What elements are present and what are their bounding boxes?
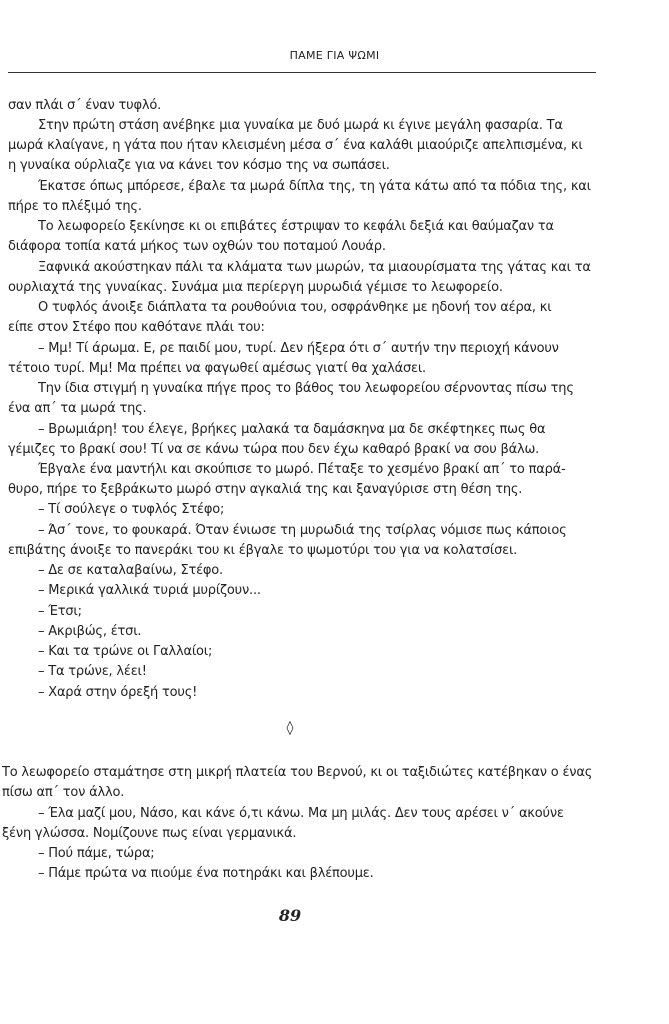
- text-line: – Έτσι;: [38, 604, 82, 619]
- text-line: Το λεωφορείο ξεκίνησε κι οι επιβάτες έστριψαν το κεφάλι δεξιά και θαύμαζαν τα: [38, 219, 554, 234]
- text-line: – Χαρά στην όρεξή τους!: [38, 685, 198, 700]
- text-line: γέμιζες το βρακί σου! Τί να σε κάνω τώρα που δεν έχω καθαρό βρακί να σου βάλω.: [8, 442, 540, 457]
- text-line: – Δε σε καταλαβαίνω, Στέφο.: [38, 563, 223, 578]
- text-line: πήρε το πλέξιμό της.: [8, 199, 142, 214]
- text-line: ξένη γλώσσα. Νομίζουνε πως είναι γερμανικά.: [2, 826, 297, 841]
- text-line: – Ακριβώς, έτσι.: [38, 624, 142, 639]
- text-line: Έβγαλε ένα μαντήλι και σκούπισε το μωρό. Πέταξε το χεσμένο βρακί απ΄ το παρά-: [38, 462, 566, 477]
- text-line: – Άσ΄ τονε, το φουκαρά. Όταν ένιωσε τη μυρωδιά της τσίρλας νόμισε πως κάποιος: [38, 523, 567, 538]
- text-line: ουρλιαχτά της γυναίκας. Συνάμα μια περίεργη μυρωδιά γέμισε το λεωφορείο.: [8, 280, 503, 295]
- text-line: – Πάμε πρώτα να πιούμε ένα ποτηράκι και βλέπουμε.: [38, 866, 374, 881]
- text-line: – Τί σούλεγε ο τυφλός Στέφο;: [38, 502, 225, 517]
- text-line: – Βρωμιάρη! του έλεγε, βρήκες μαλακά τα δαμάσκηνα μα δε σκέφτηκες πως θα: [38, 422, 546, 437]
- text-line: – Τα τρώνε, λέει!: [38, 664, 147, 679]
- text-line: σαν πλάι σ΄ έναν τυφλό.: [8, 98, 162, 113]
- section-break-ornament: ◊: [286, 720, 294, 736]
- text-line: είπε στον Στέφο που καθότανε πλάι του:: [8, 320, 265, 335]
- text-line: Την ίδια στιγμή η γυναίκα πήγε προς το βάθος του λεωφορείου σέρνοντας πίσω της: [38, 381, 574, 396]
- text-line: θυρο, πήρε το ξεβράκωτο μωρό στην αγκαλιά της και ξαναγύρισε στη θέση της.: [8, 482, 523, 497]
- text-line: επιβάτης άνοιξε το πανεράκι του κι έβγαλε το ψωμοτύρι του για να κολατσίσει.: [8, 543, 518, 558]
- header-rule: [8, 72, 596, 73]
- text-line: ένα απ΄ τα μωρά της.: [8, 401, 147, 416]
- running-head: ΠΑΜΕ ΓΙΑ ΨΩΜΙ: [289, 49, 380, 62]
- text-line: διάφορα τοπία κατά μήκος των οχθών του ποταμού Λουάρ.: [8, 239, 386, 254]
- text-line: μωρά κλαίγανε, η γάτα που ήταν κλεισμένη μέσα σ΄ ένα καλάθι μιαούριζε απελπισμένα, κι: [8, 138, 583, 153]
- text-line: Ο τυφλός άνοιξε διάπλατα τα ρουθούνια του, οσφράνθηκε με ηδονή τον αέρα, κι: [38, 300, 552, 315]
- text-line: – Πού πάμε, τώρα;: [38, 846, 155, 861]
- text-line: – Και τα τρώνε οι Γαλλαίοι;: [38, 644, 213, 659]
- text-line: – Μερικά γαλλικά τυριά μυρίζουν...: [38, 583, 261, 598]
- text-line: Ξαφνικά ακούστηκαν πάλι τα κλάματα των μωρών, τα μιαουρίσματα της γάτας και τα: [38, 260, 591, 275]
- text-line: η γυναίκα ούρλιαζε για να κάνει τον κόσμο της να σωπάσει.: [8, 158, 390, 173]
- text-line: – Έλα μαζί μου, Νάσο, και κάνε ό,τι κάνω. Μα μη μιλάς. Δεν τους αρέσει ν΄ ακούνε: [38, 806, 564, 821]
- page-number: 89: [278, 906, 302, 925]
- text-line: πίσω απ΄ τον άλλο.: [2, 785, 125, 800]
- text-line: Έκατσε όπως μπόρεσε, έβαλε τα μωρά δίπλα της, τη γάτα κάτω από τα πόδια της, και: [38, 179, 591, 194]
- text-line: τέτοιο τυρί. Μμ! Μα πρέπει να φαγωθεί αμέσως γιατί θα χαλάσει.: [8, 361, 426, 376]
- text-line: – Μμ! Τί άρωμα. Ε, ρε παιδί μου, τυρί. Δεν ήξερα ότι σ΄ αυτήν την περιοχή κάνουν: [38, 341, 559, 356]
- text-line: Το λεωφορείο σταμάτησε στη μικρή πλατεία του Βερνού, κι οι ταξιδιώτες κατέβηκαν ο ένας: [2, 765, 593, 780]
- text-line: Στην πρώτη στάση ανέβηκε μια γυναίκα με δυό μωρά κι έγινε μεγάλη φασαρία. Τα: [38, 118, 563, 133]
